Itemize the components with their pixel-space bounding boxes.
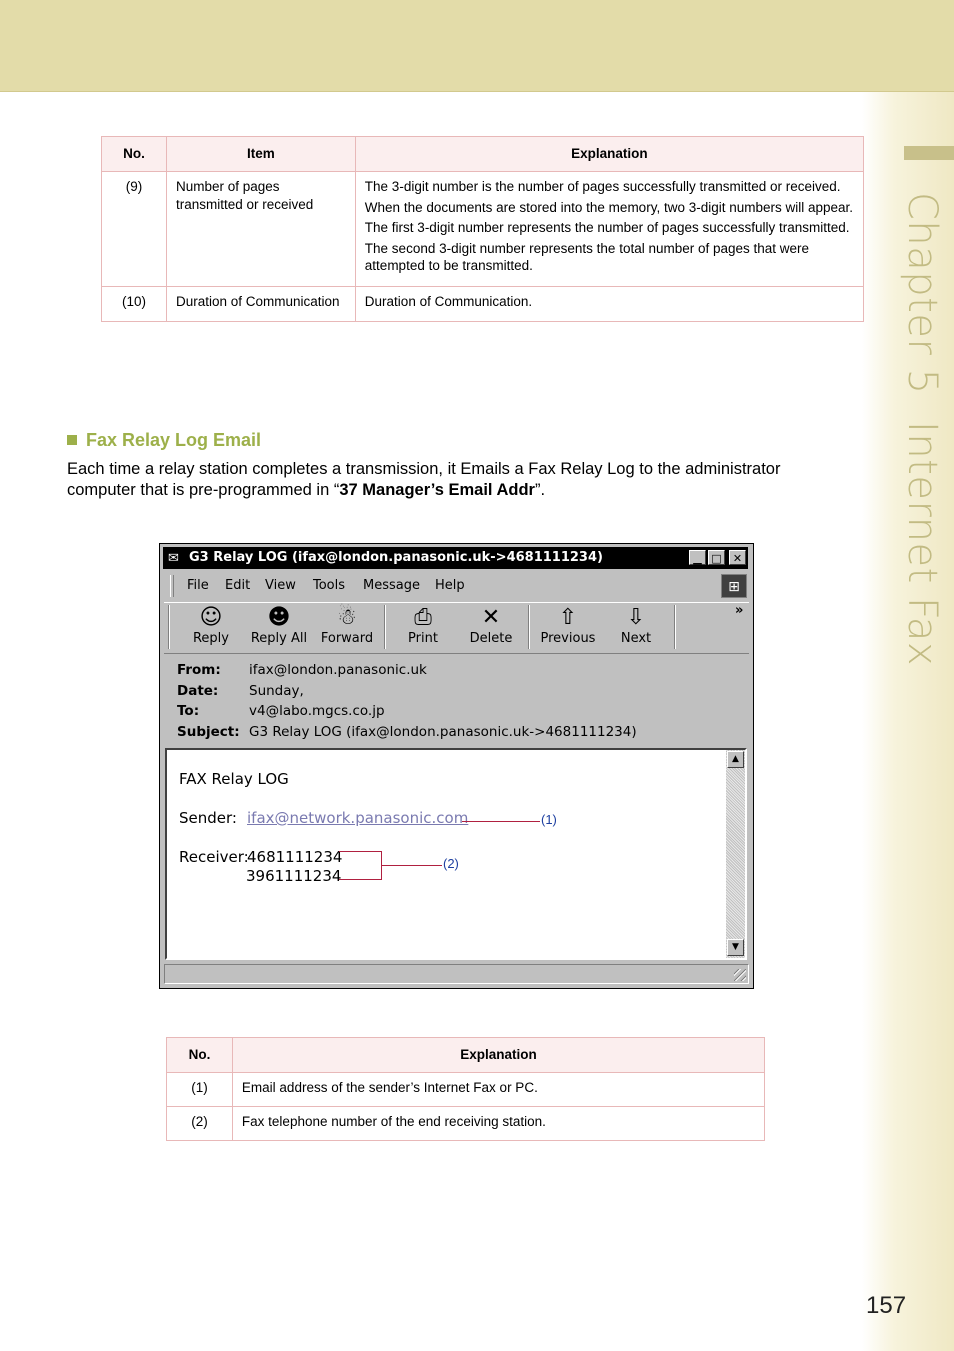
col-no-header: No. <box>102 137 167 172</box>
toolbar-grip <box>168 605 170 649</box>
header-row <box>177 722 637 743</box>
window-titlebar <box>163 547 748 569</box>
forward-icon: ☃ <box>337 605 357 630</box>
row-explanation <box>355 172 863 287</box>
reply-all-icon: ☻ <box>267 605 291 630</box>
header-row <box>177 681 637 702</box>
row-no: (9) <box>102 172 167 287</box>
callout-label: (2) <box>443 856 459 871</box>
page-number: 157 <box>866 1292 907 1319</box>
section-paragraph <box>67 459 847 501</box>
table-row <box>102 286 864 322</box>
reply-all-button[interactable] <box>244 605 314 651</box>
callouts-table <box>166 1037 765 1141</box>
body-title: FAX Relay LOG <box>179 770 289 788</box>
toolbar <box>164 602 749 654</box>
toolbar-separator <box>674 605 676 649</box>
section-title: Fax Relay Log Email <box>86 430 262 450</box>
next-button[interactable] <box>601 605 671 651</box>
sender-email-link[interactable]: ifax@network.panasonic.com <box>247 809 469 827</box>
message-headers <box>177 660 637 742</box>
section-heading <box>67 430 261 451</box>
menu-help[interactable]: Help <box>435 578 465 593</box>
forward-label: Forward <box>320 631 374 646</box>
explanation-line: The 3-digit number is the number of pages successfully transmitted or received. <box>364 179 841 194</box>
reply-label: Reply <box>192 631 229 646</box>
delete-icon: ✕ <box>481 605 501 630</box>
forward-button[interactable] <box>312 605 382 651</box>
paragraph-text-end: ”. <box>534 481 546 499</box>
envelope-icon: ✉ <box>168 551 179 566</box>
explanation-line: Duration of Communication. <box>364 293 533 309</box>
email-window <box>159 543 754 989</box>
header-value: ifax@london.panasonic.uk <box>249 662 427 678</box>
table-row <box>102 172 864 287</box>
down-arrow-icon: ⇩ <box>626 605 646 630</box>
scroll-down-icon[interactable]: ▼ <box>727 939 744 956</box>
print-button[interactable] <box>388 605 458 651</box>
row-item: Duration of Communication <box>166 286 355 322</box>
row-explanation: Email address of the sender’s Internet Fax or PC. <box>232 1073 764 1107</box>
callout-line <box>462 821 540 822</box>
header-label: Date: <box>177 682 219 699</box>
header-label: To: <box>177 703 200 719</box>
top-banner <box>0 0 954 92</box>
col-explanation-header: Explanation <box>232 1038 764 1073</box>
table-row <box>167 1073 765 1107</box>
row-item: Number of pages transmitted or received <box>166 172 355 287</box>
delete-label: Delete <box>469 631 513 646</box>
row-no: (10) <box>102 286 167 322</box>
reply-icon: ☺ <box>199 605 223 630</box>
close-button[interactable]: ✕ <box>729 550 746 565</box>
header-value: G3 Relay LOG (ifax@london.panasonic.uk->4681111234) <box>249 723 637 740</box>
callout-line <box>382 865 442 866</box>
printer-icon: ⎙ <box>414 605 432 630</box>
scroll-up-icon[interactable]: ▲ <box>727 751 744 768</box>
previous-button[interactable] <box>533 605 603 651</box>
message-body[interactable] <box>165 748 747 960</box>
header-value: v4@labo.mgcs.co.jp <box>249 703 385 719</box>
sender-label: Sender: <box>179 809 237 827</box>
vertical-scrollbar[interactable] <box>726 750 745 958</box>
callout-label: (1) <box>541 812 557 827</box>
receiver-number: 3961111234 <box>246 867 342 885</box>
windows-logo-icon: ⊞ <box>721 574 747 598</box>
window-title: G3 Relay LOG (ifax@london.panasonic.uk->4681111234) <box>189 550 603 565</box>
receiver-number: 4681111234 <box>247 848 343 866</box>
menu-view[interactable]: View <box>265 578 296 593</box>
col-item-header: Item <box>166 137 355 172</box>
header-value: Sunday, <box>249 682 304 699</box>
menu-message[interactable]: Message <box>363 578 420 593</box>
next-label: Next <box>620 631 652 646</box>
table-header-row <box>167 1038 765 1073</box>
receiver-label: Receiver: <box>179 848 249 866</box>
reply-all-label: Reply All <box>250 631 308 646</box>
previous-label: Previous <box>540 631 596 646</box>
paragraph-bold-text: 37 Manager’s Email Addr <box>339 481 535 499</box>
toolbar-overflow-button[interactable]: » <box>735 603 744 618</box>
chapter-tab-marker <box>904 146 954 160</box>
table-row <box>167 1107 765 1141</box>
row-explanation: Fax telephone number of the end receiving station. <box>232 1107 764 1141</box>
menu-tools[interactable]: Tools <box>313 578 346 593</box>
reply-button[interactable] <box>176 605 246 651</box>
col-no-header: No. <box>167 1038 233 1073</box>
row-no: (1) <box>167 1073 233 1107</box>
explanation-line: The first 3-digit number represents the number of pages successfully transmitted. <box>364 220 850 235</box>
toolbar-separator <box>384 605 386 649</box>
explanation-line: The second 3-digit number represents the total number of pages that were attempted to be transmitted. <box>364 240 810 273</box>
header-row <box>177 701 637 722</box>
row-no: (2) <box>167 1107 233 1141</box>
menu-edit[interactable]: Edit <box>225 578 251 593</box>
items-table <box>101 136 864 322</box>
toolbar-separator <box>528 605 530 649</box>
row-explanation <box>355 286 863 322</box>
explanation-line: When the documents are stored into the memory, two 3-digit numbers will appear. <box>364 199 854 215</box>
resize-grip-icon[interactable] <box>734 969 746 981</box>
menu-grip <box>170 575 174 597</box>
header-label: From: <box>177 662 221 678</box>
print-label: Print <box>408 631 438 646</box>
callout-bracket <box>339 851 382 880</box>
square-bullet-icon <box>67 435 77 445</box>
up-arrow-icon: ⇧ <box>558 605 578 630</box>
paragraph-text: Each time a relay station completes a transmission, it Emails a Fax Relay Log to the administrator computer that is pre-programmed in “ <box>67 460 781 499</box>
chapter-title: Chapter 5 Internet Fax <box>899 192 945 667</box>
table-header-row <box>102 137 864 172</box>
header-row <box>177 660 637 681</box>
maximize-button[interactable]: □ <box>708 550 725 565</box>
menu-bar <box>164 571 749 601</box>
minimize-button[interactable]: ▁ <box>689 550 706 565</box>
status-bar <box>164 964 749 984</box>
col-explanation-header: Explanation <box>355 137 863 172</box>
header-label: Subject: <box>177 723 240 740</box>
delete-button[interactable] <box>456 605 526 651</box>
menu-file[interactable]: File <box>187 578 209 593</box>
